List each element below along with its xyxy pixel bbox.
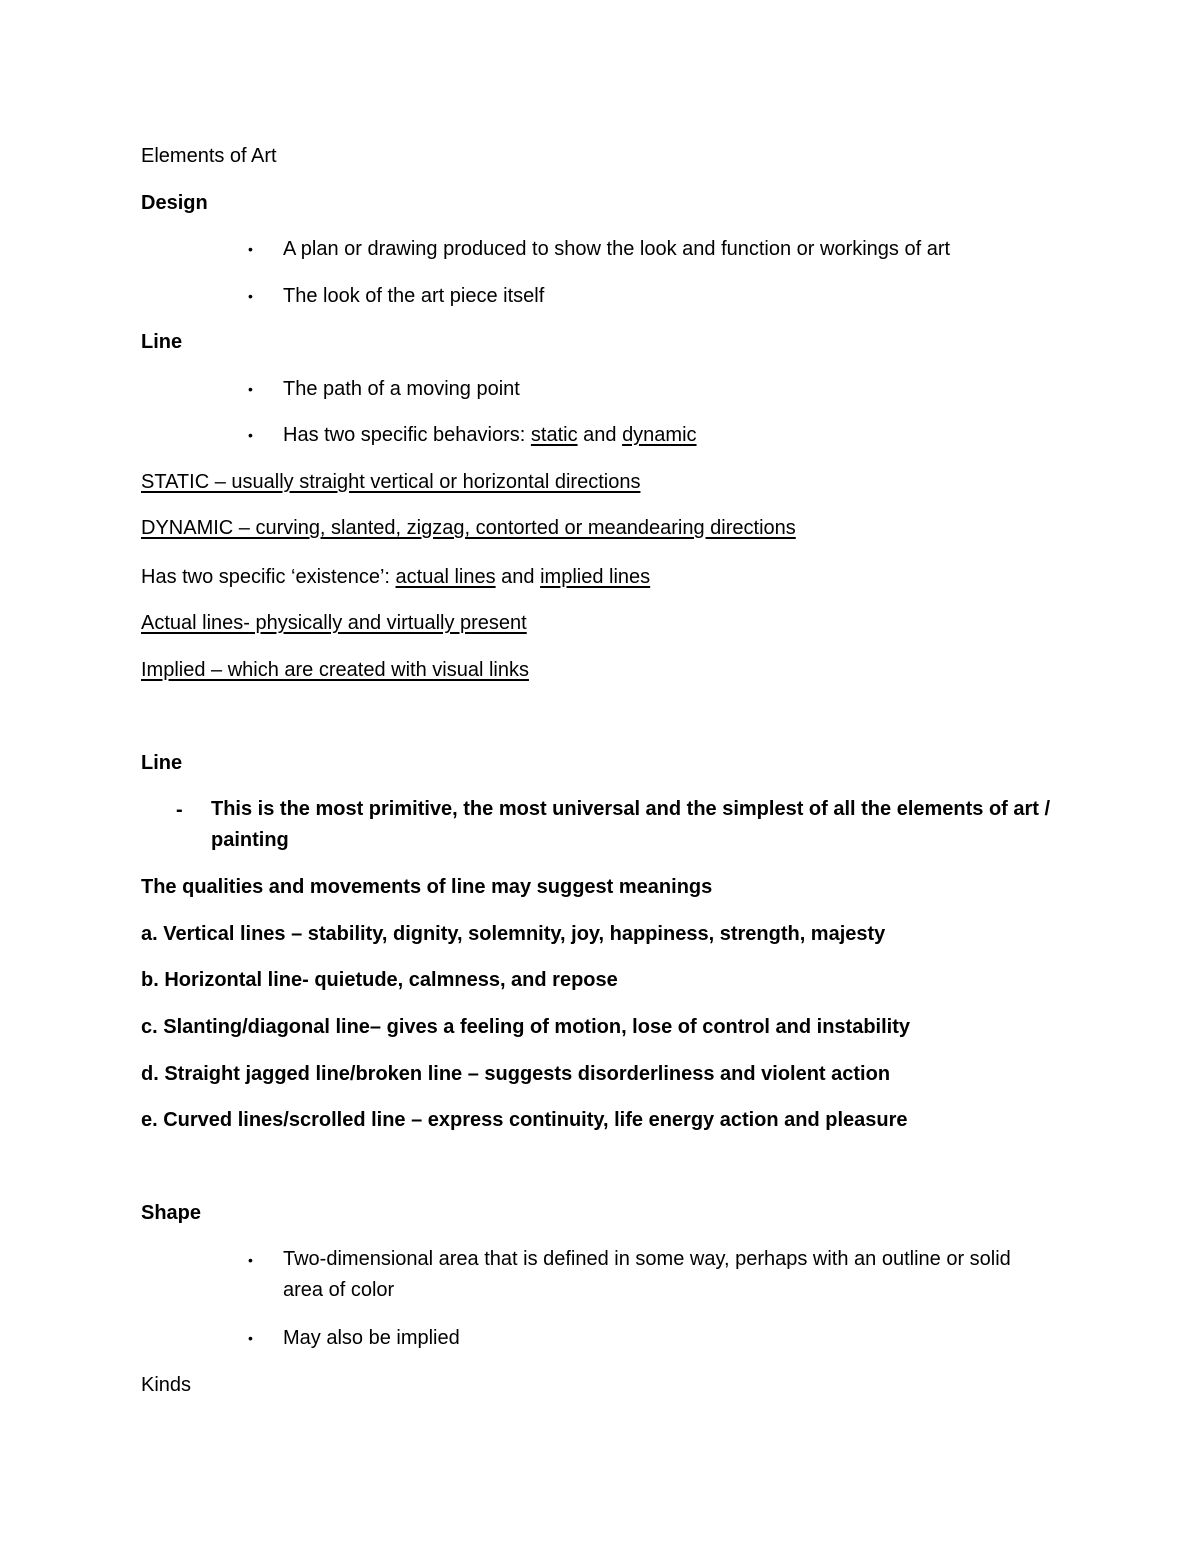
dynamic-definition: DYNAMIC – curving, slanted, zigzag, contorted or meandearing directions [141,517,796,539]
existence-and: and [495,566,541,588]
implied-lines-term: implied lines [540,566,651,588]
actual-lines-term: actual lines [395,566,496,588]
line-meaning-c: c. Slanting/diagonal line– gives a feeling of motion, lose of control and instability [141,1016,910,1038]
line-meaning-d: d. Straight jagged line/broken line – suggests disorderliness and violent action [141,1063,891,1085]
bullet-icon: • [248,288,253,304]
line-heading-1: Line [141,331,183,353]
bullet-icon: • [248,1330,253,1346]
shape-bullet-1: Two-dimensional area that is defined in some way, perhaps with an outline or solid area of color [283,1248,1011,1301]
static-definition: STATIC – usually straight vertical or horizontal directions [141,471,641,493]
kinds-label: Kinds [141,1374,192,1396]
shape-bullet-2: May also be implied [283,1327,460,1349]
line-heading-2: Line [141,752,183,774]
bullet-icon: • [248,1252,253,1268]
bullet-icon: • [248,241,253,257]
shape-heading: Shape [141,1202,202,1224]
bullet-icon: • [248,381,253,397]
existence-prefix: Has two specific ‘existence’: [141,566,396,588]
line-meaning-e: e. Curved lines/scrolled line – express continuity, life energy action and pleasure [141,1109,908,1131]
existence-line [141,565,650,589]
static-term: static [530,424,578,446]
actual-lines-definition: Actual lines- physically and virtually present [141,612,527,634]
bullet-icon: • [248,427,253,443]
design-bullet-2: The look of the art piece itself [283,285,545,307]
line-bullet-1: The path of a moving point [283,378,520,400]
line-qualities-intro: The qualities and movements of line may suggest meanings [141,876,713,898]
dash-icon: - [176,799,183,821]
design-heading: Design [141,192,208,214]
line-meaning-b: b. Horizontal line- quietude, calmness, and repose [141,969,618,991]
line-primitive-statement: This is the most primitive, the most universal and the simplest of all the elements of art / painting [211,798,1051,851]
implied-lines-definition: Implied – which are created with visual links [141,659,529,681]
design-bullet-1: A plan or drawing produced to show the look and function or workings of art [283,238,951,260]
line-meaning-a: a. Vertical lines – stability, dignity, solemnity, joy, happiness, strength, majesty [141,923,886,945]
dynamic-term: dynamic [622,424,697,446]
document-title: Elements of Art [141,145,277,167]
behaviors-and: and [577,424,623,446]
behaviors-prefix: Has two specific behaviors: [283,424,531,446]
line-bullet-2 [283,423,697,447]
